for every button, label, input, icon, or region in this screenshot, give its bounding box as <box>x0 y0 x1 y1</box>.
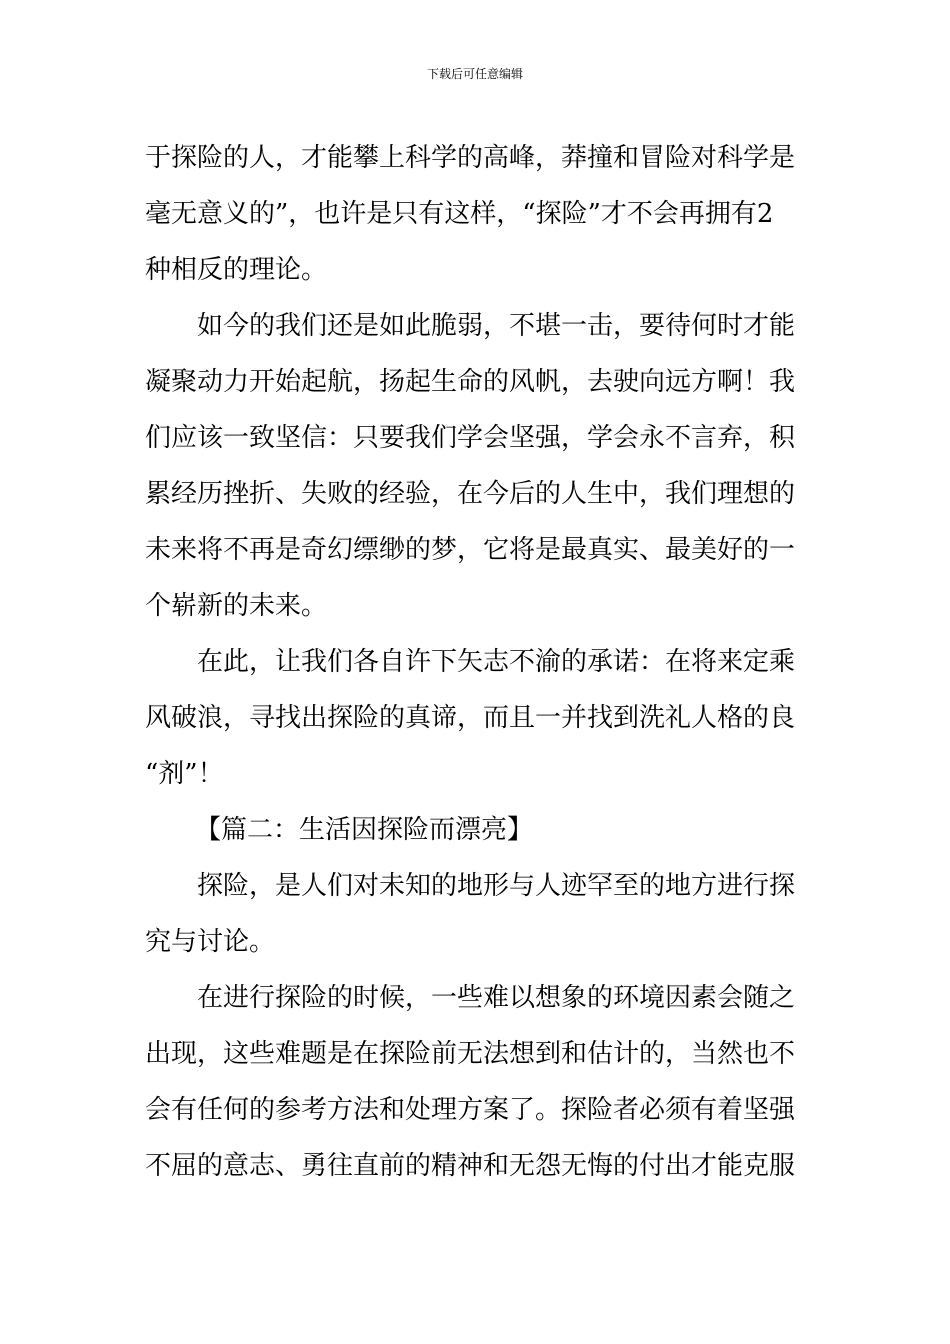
paragraph <box>145 130 810 298</box>
paragraph <box>145 970 810 1194</box>
text-line: “剂”！ <box>145 759 224 789</box>
text-line: 个崭新的未来。 <box>145 591 328 621</box>
text-line: 于探险的人，才能攀上科学的高峰，莽撞和冒险对科学是 <box>145 143 796 173</box>
text-line: 探险，是人们对未知的地形与人迹罕至的地方进行探 <box>197 871 796 901</box>
text-line: 在此，让我们各自许下矢志不渝的承诺：在将来定乘 <box>197 647 796 677</box>
paragraph <box>145 298 810 634</box>
text-line: 风破浪，寻找出探险的真谛，而且一并找到洗礼人格的良 <box>145 703 796 733</box>
text-line: 毫无意义的”，也许是只有这样，“探险”才不会再拥有2 <box>145 199 774 229</box>
page-header: 下载后可任意编辑 <box>426 67 523 81</box>
text-line: 如今的我们还是如此脆弱，不堪一击，要待何时才能 <box>197 311 796 341</box>
paragraph <box>145 634 810 802</box>
paragraph <box>145 858 810 970</box>
text-line: 们应该一致坚信：只要我们学会坚强，学会永不言弃，积 <box>145 423 796 453</box>
text-line: 累经历挫折、失败的经验，在今后的人生中，我们理想的 <box>145 479 796 509</box>
text-line: 究与讨论。 <box>145 927 276 957</box>
text-line: 在进行探险的时候，一些难以想象的环境因素会随之 <box>197 983 796 1013</box>
text-line: 未来将不再是奇幻缥缈的梦，它将是最真实、最美好的一 <box>145 535 796 565</box>
document-body <box>145 130 810 1194</box>
text-line: 不屈的意志、勇往直前的精神和无怨无悔的付出才能克服 <box>145 1151 796 1181</box>
section-heading: 【篇二：生活因探险而漂亮】 <box>195 815 534 845</box>
text-line: 出现，这些难题是在探险前无法想到和估计的，当然也不 <box>145 1039 796 1069</box>
text-line: 会有任何的参考方法和处理方案了。探险者必须有着坚强 <box>145 1095 796 1125</box>
text-line: 种相反的理论。 <box>145 255 328 285</box>
text-line: 凝聚动力开始起航，扬起生命的风帆，去驶向远方啊！我 <box>145 367 796 397</box>
